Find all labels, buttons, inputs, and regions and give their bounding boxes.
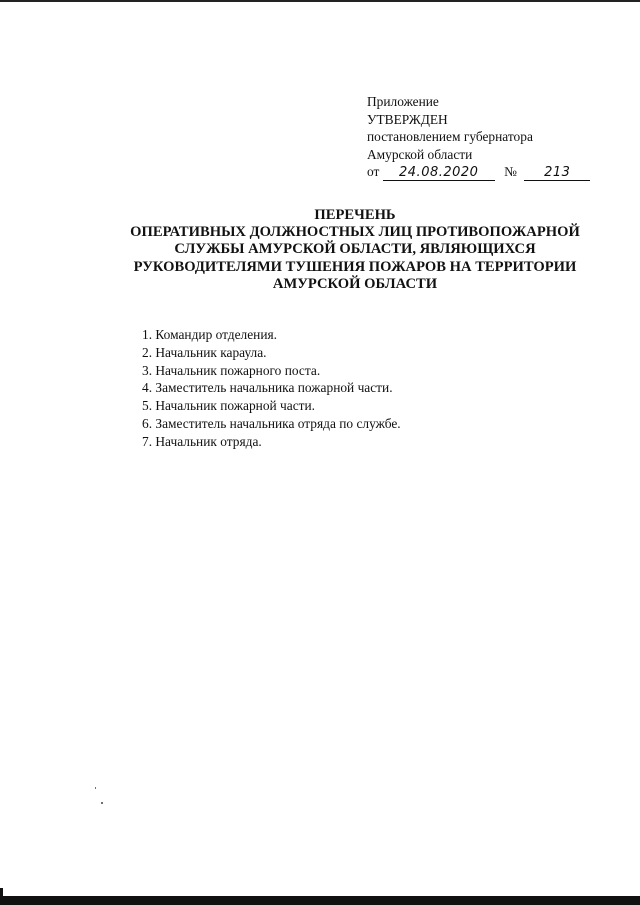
title-line-2: ОПЕРАТИВНЫХ ДОЛЖНОСТНЫХ ЛИЦ ПРОТИВОПОЖАРНОЙ	[130, 224, 580, 241]
handwritten-date: 24.08.2020	[383, 166, 495, 181]
number-prefix: №	[504, 164, 517, 179]
title-line-4: РУКОВОДИТЕЛЯМИ ТУШЕНИЯ ПОЖАРОВ НА ТЕРРИТОРИИ	[133, 258, 577, 275]
approval-region-label: Амурской области	[367, 146, 473, 162]
list-item: 4. Заместитель начальника пожарной части.	[142, 380, 393, 396]
approval-date-number-row	[367, 163, 590, 181]
handwritten-number: 213	[524, 166, 590, 181]
list-item: 6. Заместитель начальника отряда по службе.	[142, 415, 401, 431]
positions-list	[142, 326, 401, 451]
approval-decree-label: постановлением губернатора	[367, 129, 533, 144]
scan-edge-top	[0, 0, 640, 2]
approval-approved-label: УТВЕРЖДЕН	[367, 111, 448, 127]
list-item: 1. Командир отделения.	[142, 327, 278, 342]
title-line-3: СЛУЖБЫ АМУРСКОЙ ОБЛАСТИ, ЯВЛЯЮЩИХСЯ	[174, 241, 536, 258]
list-item: 2. Начальник караула.	[142, 344, 267, 360]
scan-edge-bottom	[0, 896, 640, 905]
list-item: 5. Начальник пожарной части.	[142, 398, 316, 414]
date-prefix: от	[367, 164, 380, 179]
approval-appendix-label: Приложение	[367, 94, 439, 109]
title-heading: ПЕРЕЧЕНЬ	[314, 207, 396, 223]
approval-stamp-block	[367, 93, 590, 181]
document-title	[125, 207, 585, 293]
list-item: 3. Начальник пожарного поста.	[142, 362, 321, 378]
scan-speck	[95, 787, 96, 789]
list-item: 7. Начальник отряда.	[142, 433, 262, 449]
scan-speck	[101, 802, 103, 804]
title-line-5: АМУРСКОЙ ОБЛАСТИ	[272, 275, 438, 292]
